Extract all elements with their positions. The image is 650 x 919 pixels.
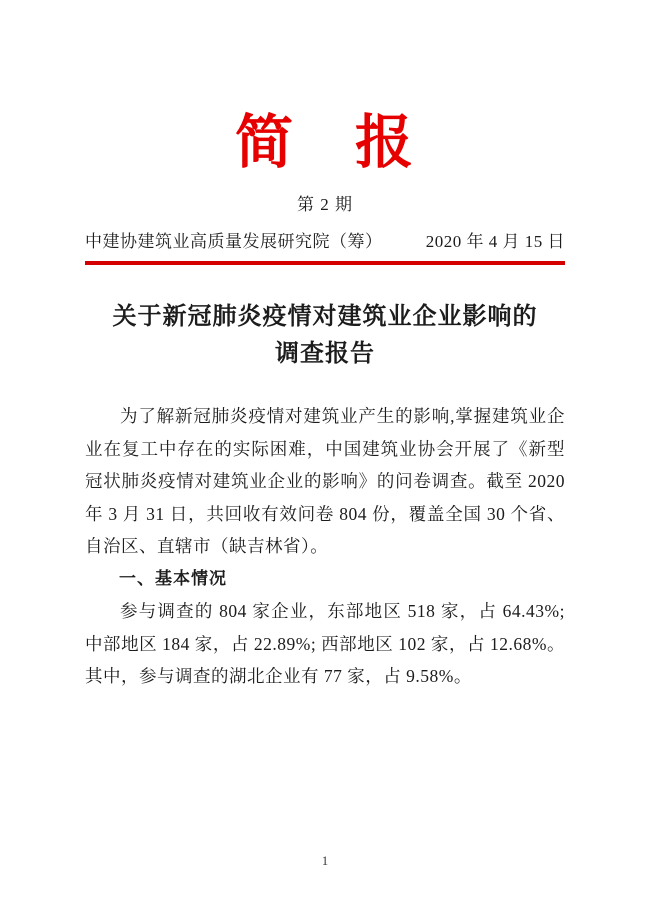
masthead-title: 简 报 (234, 110, 415, 175)
basic-info-paragraph: 参与调查的 804 家企业，东部地区 518 家，占 64.43%; 中部地区 184 家，占 22.89%; 西部地区 102 家，占 12.68%。 其中，参与调查的湖北企业有 77 家，占 9.58%。 (85, 601, 565, 686)
section-heading-basic-info: 一、基本情况 (119, 568, 227, 588)
report-title-line1: 关于新冠肺炎疫情对建筑业企业影响的 (112, 304, 538, 330)
red-divider-rule (85, 261, 565, 265)
report-title (85, 299, 565, 373)
issue-number: 第 2 期 (297, 195, 353, 214)
publish-date: 2020 年 4 月 15 日 (425, 232, 565, 251)
publication-row (85, 227, 565, 252)
intro-paragraph: 为了解新冠肺炎疫情对建筑业产生的影响,掌握建筑业企业在复工中存在的实际困难，中国建筑业协会开展了《新型冠状肺炎疫情对建筑业企业的影响》的问卷调查。截至 2020 年 3 月 31 日，共回收有效问卷 804 份，覆盖全国 30 个省、自治区、直辖市（缺吉林省）。 (85, 406, 565, 556)
organization-name: 中建协建筑业高质量发展研究院（筹） (85, 232, 383, 251)
report-title-line2: 调查报告 (275, 341, 375, 367)
page-content (85, 0, 565, 693)
report-body (85, 400, 565, 693)
page-number: 1 (321, 854, 329, 868)
